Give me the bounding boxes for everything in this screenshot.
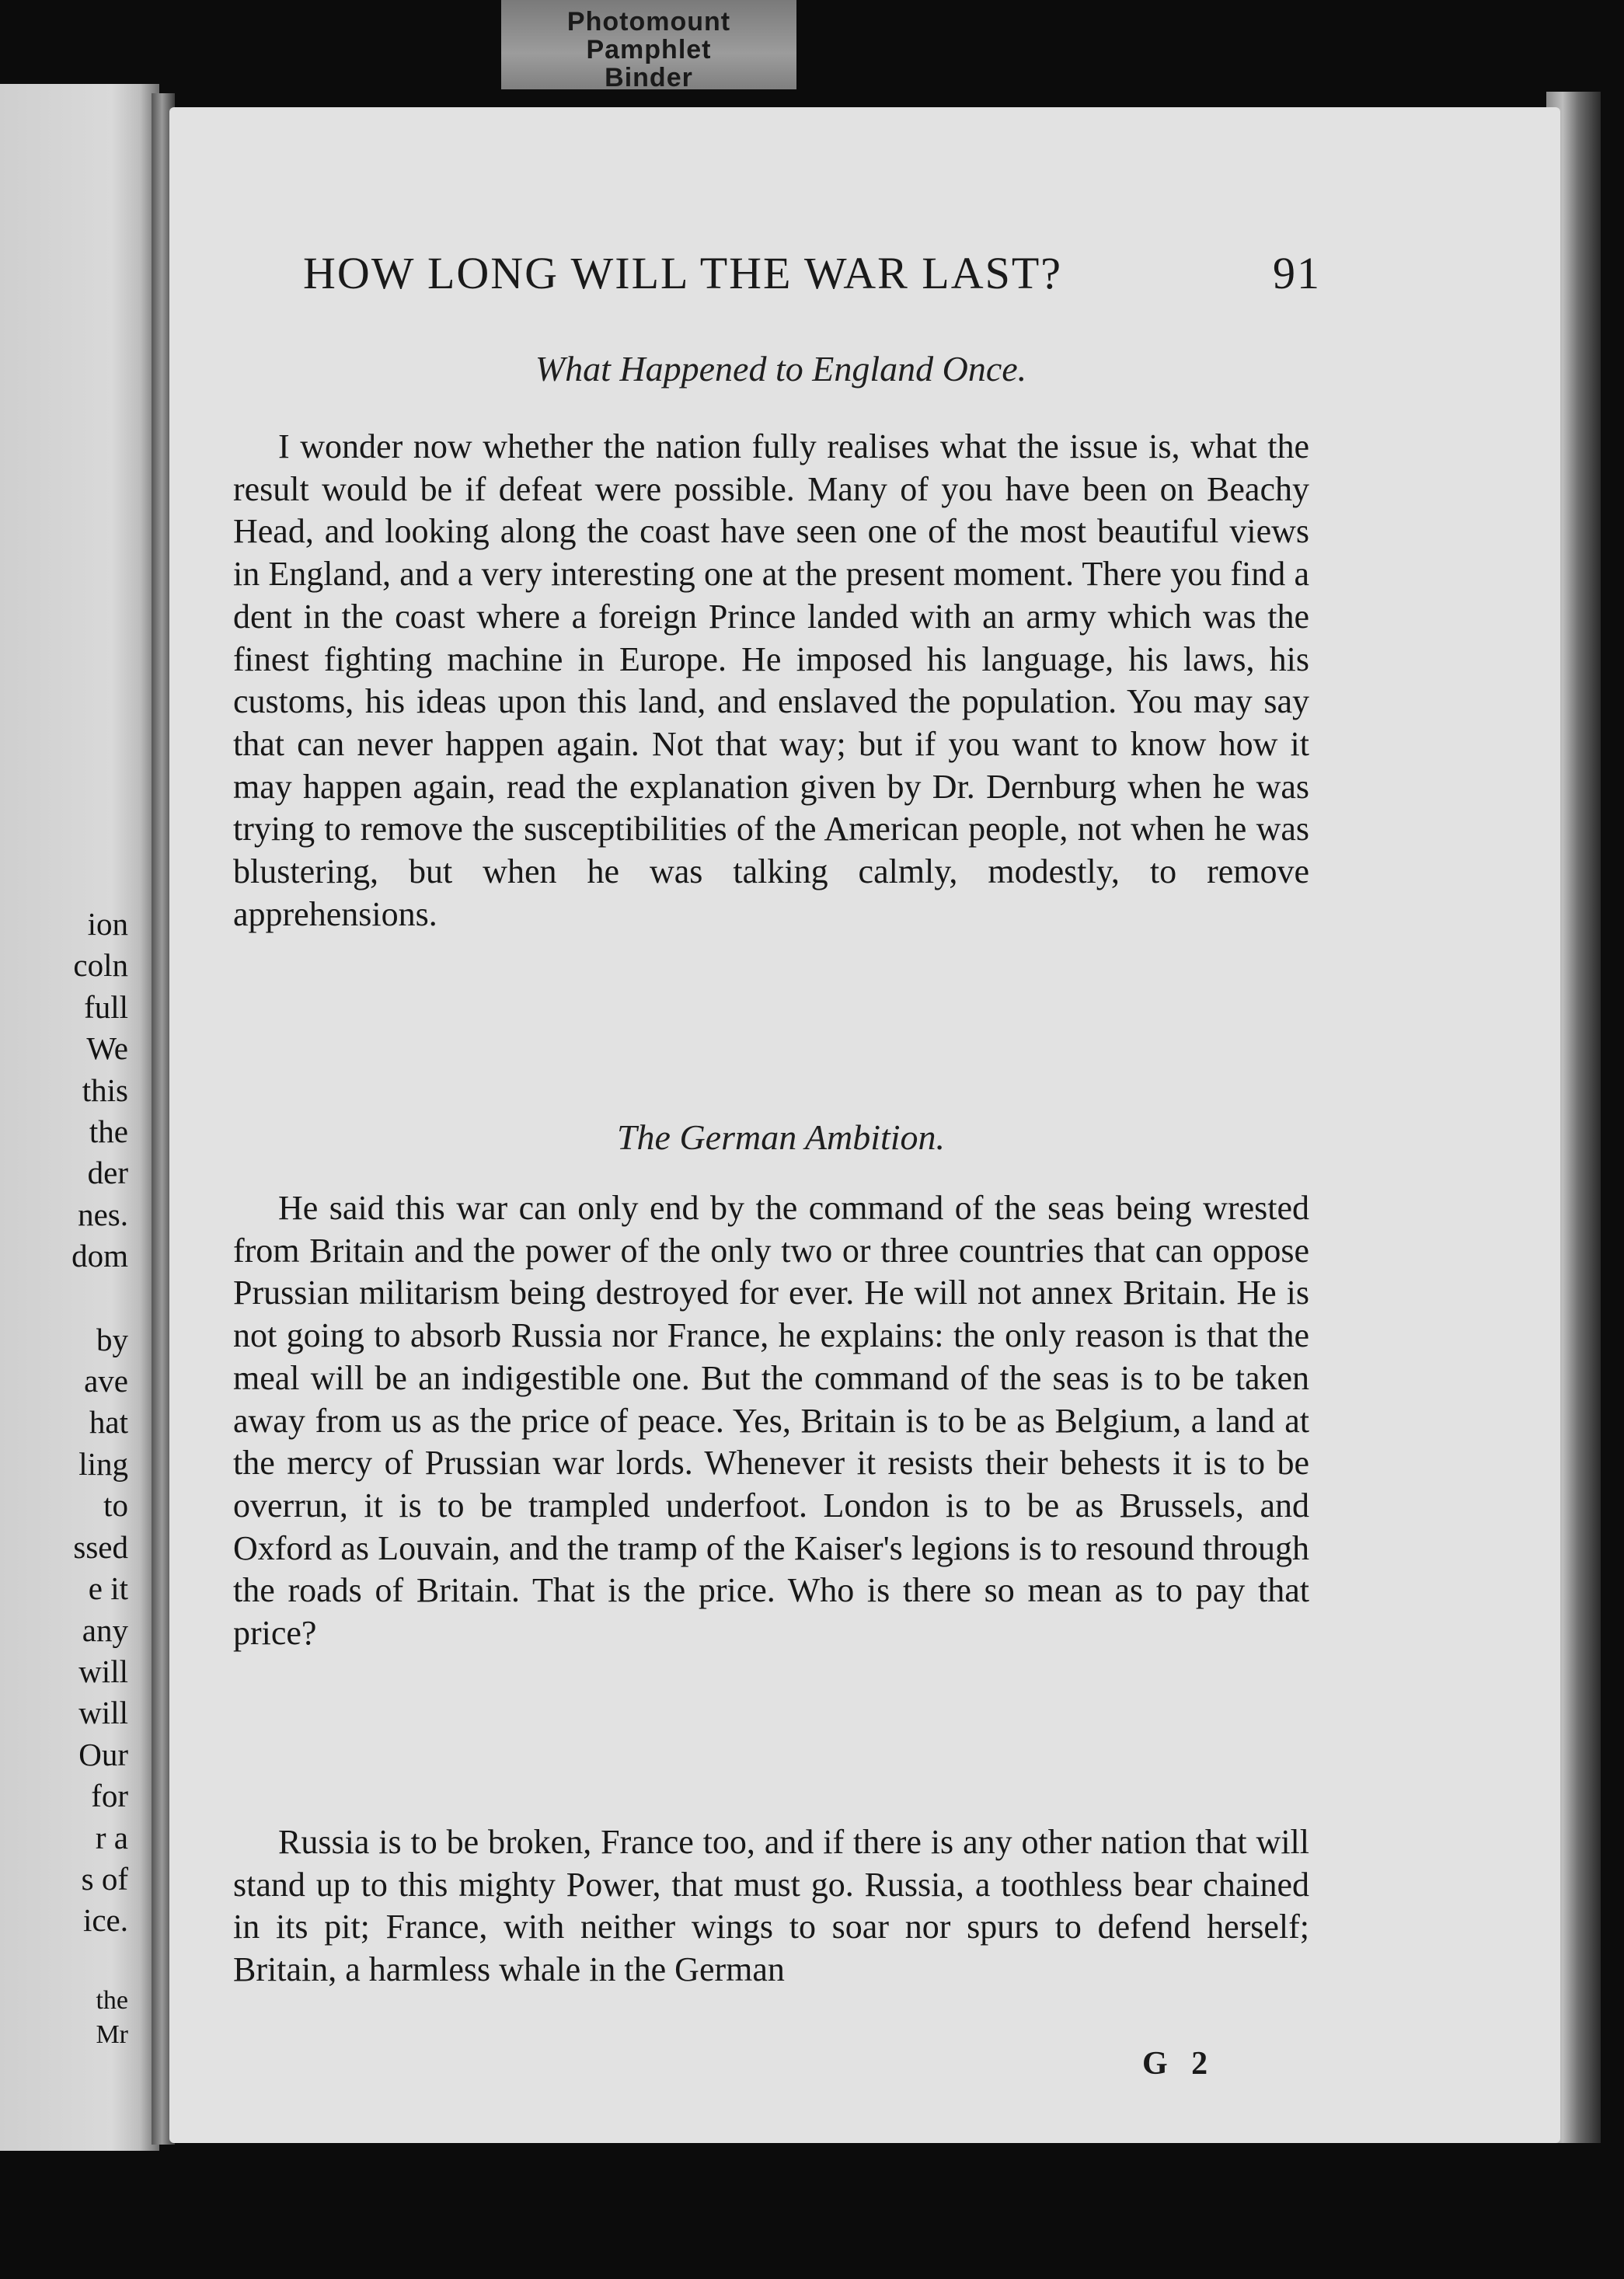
paragraph (233, 1187, 1309, 1655)
facing-page-line: ave (84, 1363, 128, 1399)
facing-page-line: ice. (82, 1902, 128, 1939)
section-heading: The German Ambition. (616, 1117, 946, 1157)
section-heading: What Happened to England Once. (535, 349, 1027, 389)
paragraph (233, 426, 1309, 936)
binder-stamp (501, 0, 796, 89)
facing-page-line: the (96, 1985, 128, 2015)
facing-page-line: will (78, 1653, 128, 1689)
facing-page-line: der (87, 1155, 128, 1191)
paragraph-text: I wonder now whether the nation fully realises what the issue is, what the result would be if defeat were possible. Many of you have been on Beachy Head, and looking along the coast have seen one of the most beautiful views in England, and a very interesting one at the present moment. There you find a dent in the coast where a foreign Prince landed with an army which was the finest fighting machine in Europe. He imposed his language, his laws, his customs, his ideas upon this land, and enslaved the population. You may say that can never happen again. Not that way; but if you want to know how it may happen again, read the explanation given by Dr. Dernburg when he was trying to remove the susceptibilities of the American people, not when he was blustering, but when he was talking calmly, modestly, to remove apprehensions. (233, 427, 1309, 933)
facing-page-text (71, 904, 128, 2052)
facing-page-line: Mr (96, 2019, 128, 2049)
facing-page-line (71, 1942, 128, 1984)
facing-page-line: ion (87, 906, 128, 942)
binder-stamp-line: Binder (605, 63, 693, 89)
binder-stamp-line: Pamphlet (586, 35, 712, 64)
page-number: 91 (1273, 248, 1321, 298)
page-title: HOW LONG WILL THE WAR LAST? (303, 248, 1063, 298)
facing-page (0, 84, 159, 2151)
facing-page-line: ling (78, 1445, 128, 1482)
facing-page-line: any (82, 1612, 128, 1648)
running-head (303, 247, 1321, 301)
facing-page-line: the (89, 1113, 128, 1150)
facing-page-line: this (82, 1072, 128, 1108)
facing-page-line: hat (89, 1404, 128, 1441)
facing-page-line: will (78, 1695, 128, 1731)
facing-page-line: coln (73, 947, 128, 984)
facing-page-line: for (91, 1778, 128, 1814)
paragraph (233, 1821, 1309, 1992)
facing-page-line: r a (95, 1819, 128, 1856)
paragraph-text: Russia is to be broken, France too, and if there is any other nation that will stand up to this mighty Power, that must go. Russia, a toothless bear chained in its pit; France, with neither wings to soar nor spurs to defend herself; Britain, a harmless whale in the German (233, 1823, 1309, 1989)
facing-page-line: ssed (73, 1528, 128, 1565)
facing-page-line: full (84, 988, 128, 1025)
signature-mark: G 2 (1142, 2046, 1216, 2082)
facing-page-line: to (103, 1487, 128, 1524)
facing-page-line: We (86, 1030, 128, 1067)
facing-page-line: nes. (78, 1196, 128, 1232)
facing-page-line: e it (88, 1570, 128, 1607)
facing-page-line: s of (81, 1860, 128, 1897)
facing-page-line: dom (71, 1238, 128, 1274)
facing-page-line (71, 1277, 128, 1319)
paragraph-text: He said this war can only end by the command of the seas being wrested from Britain and the power of the only two or three countries that can oppose Prussian militarism being destroyed for ever. He will not annex Britain. He is not going to absorb Russia nor France, he explains: the only reason is that the meal will be an indigestible one. But the command of the seas is to be taken away from us as the price of peace. Yes, Britain is to be as Belgium, a land at the mercy of Prussian war lords. Whenever it resists their behests it is to be overrun, it is to be trampled underfoot. London is to be as Brussels, and Oxford as Louvain, and the tramp of the Kaiser's legions is to resound through the roads of Britain. That is the price. Who is there so mean as to pay that price? (233, 1189, 1309, 1653)
facing-page-line: by (96, 1321, 128, 1357)
facing-page-line: Our (78, 1736, 128, 1772)
binder-stamp-line: Photomount (566, 7, 731, 37)
